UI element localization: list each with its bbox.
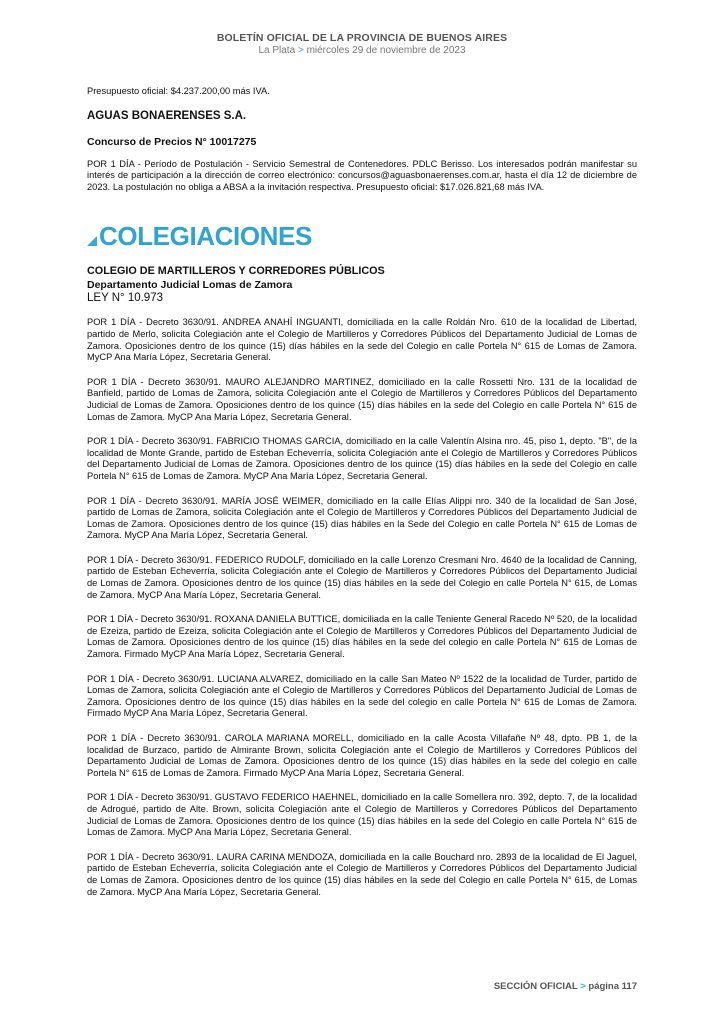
header-separator: > xyxy=(297,45,304,56)
colegiacion-entry: POR 1 DÍA - Decreto 3630/91. ROXANA DANIELA BUTTICE, domiciliada en la calle Teniente General Racedo Nº 520, de la localidad de Ezeiza, partido de Ezeiza, solicita Colegiación ante el Colegio de Martilleros y Corredores Públicos del Departamento Judicial de Lomas de Zamora. Oposiciones dentro de los quince (15) días hábiles en la sede del colegio en calle Portela N° 615 de Lomas de Zamora. Firmado MyCP Ana María López, Secretaria General. xyxy=(87,614,637,660)
page-footer xyxy=(494,981,637,992)
section-heading xyxy=(87,221,637,251)
colegiacion-entry: POR 1 DÍA - Decreto 3630/91. LAURA CARINA MENDOZA, domiciliada en la calle Bouchard nro. 2893 de la localidad de El Jaguel, partido de Esteban Echeverría, solicita Colegiación ante el Colegio de Martilleros y Corredores Públicos del Departamento Judicial de Lomas de Zamora. Oposiciones dentro de los quince (15) días hábiles en la sede del Colegio en calle Portela N° 615, de Lomas de Zamora. MyCP Ana María López, Secretaria General. xyxy=(87,851,637,897)
colegiacion-entry: POR 1 DÍA - Decreto 3630/91. MAURO ALEJANDRO MARTINEZ, domiciliado en la calle Rossetti Nro. 131 de la localidad de Banfield, partido de Lomas de Zamora, solicita Colegiación ante el Colegio de Martilleros y Corredores Públicos del Departamento Judicial de Lomas de Zamora. Oposiciones dentro de los quince (15) días hábiles en la sede del Colegio en calle Portela N° 615 de Lomas de Zamora. MyCP Ana María López, Secretaria General. xyxy=(87,376,637,422)
section-title: COLEGIACIONES xyxy=(99,220,312,251)
previous-budget-line: Presupuesto oficial: $4.237.200,00 más IVA. xyxy=(87,86,270,96)
section-triangle-icon xyxy=(87,236,97,246)
bulletin-title: BOLETÍN OFICIAL DE LA PROVINCIA DE BUENOS AIRES xyxy=(216,32,508,44)
departamento-title: Departamento Judicial Lomas de Zamora xyxy=(87,279,293,292)
colegiacion-entry: POR 1 DÍA - Decreto 3630/91. ANDREA ANAHÍ INGUANTI, domiciliada en la calle Roldán Nro. 610 de la localidad de Libertad, partido de Merlo, solicita Colegiación ante el Colegio de Martilleros y Corredores Públicos del Departamento Judicial de Lomas de Zamora. Oposiciones dentro de los quince (15) días hábiles en la sede del Colegio en calle Portela N° 615 de Lomas de Zamora. MyCP Ana María López, Secretaria General. xyxy=(87,317,637,363)
header-date: miércoles 29 de noviembre de 2023 xyxy=(306,45,466,56)
page-number: página 117 xyxy=(588,981,637,992)
header-city: La Plata xyxy=(258,45,296,56)
page-content xyxy=(87,86,637,911)
colegiacion-entry: POR 1 DÍA - Decreto 3630/91. MARÍA JOSÉ WEIMER, domiciliado en la calle Elías Alippi nro. 340 de la localidad de San José, partido de Lomas de Zamora, solicita Colegiación ante el Colegio de Martilleros y Corredores Públicos del Departamento Judicial de Lomas de Zamora. Oposiciones dentro de los quince (15) días hábiles en la Sede del Colegio en calle Portela N° 615 de Lomas de Zamora. MyCP Ana María López, Secretaria General. xyxy=(87,495,637,541)
colegiacion-entry: POR 1 DÍA - Decreto 3630/91. CAROLA MARIANA MORELL, domiciliado en la calle Acosta Villafañe Nº 48, dpto. PB 1, de la localidad de Burzaco, partido de Almirante Brown, solicita Colegiación ante el Colegio de Martilleros y Corredores Públicos del Departamento Judicial de Lomas de Zamora. Oposiciones dentro de los quince (15) días hábiles en la sede del colegio en calle Portela N° 615 de Lomas de Zamora. Firmado MyCP Ana María López, Secretaria General. xyxy=(87,733,637,778)
footer-section: SECCIÓN OFICIAL xyxy=(493,981,578,992)
colegiacion-entry: POR 1 DÍA - Decreto 3630/91. FABRICIO THOMAS GARCIA, domiciliado en la calle Valentín Alsina nro. 45, piso 1, depto. "B", de la localidad de Monte Grande, partido de Esteban Echeverría, solicita Colegiación ante el Colegio de Martilleros y Corredores Públicos del Departamento Judicial de Lomas de Zamora. Oposiciones dentro de los quince (15) días hábiles en la sede del Colegio en calle Portela N° 615 de Lomas de Zamora. MyCP Ana María López, Secretaria General. xyxy=(87,436,637,481)
colegiacion-entry: POR 1 DÍA - Decreto 3630/91. FEDERICO RUDOLF, domiciliado en la calle Lorenzo Cresmani Nro. 4640 de la localidad de Canning, partido de Esteban Echeverría, solicita Colegiación ante el Colegio de Martilleros y Corredores Públicos del Departamento Judicial de Lomas de Zamora. Oposiciones dentro de los quince (15) días hábiles en la sede del Colegio en calle Portela N° 615, de Lomas de Zamora. MyCP Ana María López, Secretaria General. xyxy=(87,554,637,600)
page-header xyxy=(0,32,724,56)
colegiacion-entry: POR 1 DÍA - Decreto 3630/91. GUSTAVO FEDERICO HAEHNEL, domiciliado en la calle Somellera nro. 392, depto. 7, de la localidad de Adrogué, partido de Alte. Brown, solicita Colegiación ante el Colegio de Martilleros y Corredores Públicos del Departamento Judicial de Lomas de Zamora. Oposiciones dentro de los quince (15) días hábiles en la sede del Colegio en calle Portela N° 615 de Lomas de Zamora. MyCP Ana María López, Secretaria General. xyxy=(87,792,637,838)
concurso-text: POR 1 DÍA - Período de Postulación - Servicio Semestral de Contenedores. PDLC Berisso. Los interesados podrán manifestar su interés de participación a la dirección de correo electrónico: concursos@aguasbonaerenses.com.ar, hasta el día 12 de diciembre de 2023. La postulación no obliga a ABSA a la invitación respectiva. Presupuesto oficial: $17.026.821,68 más IVA. xyxy=(87,158,637,192)
org-title: AGUAS BONAERENSES S.A. xyxy=(87,109,247,122)
colegiacion-entry: POR 1 DÍA - Decreto 3630/91. LUCIANA ALVAREZ, domiciliado en la calle San Mateo Nº 1522 de la localidad de Turder, partido de Lomas de Zamora, solicita Colegiación ante el Colegio de Martilleros y Corredores Públicos del Departamento Judicial de Lomas de Zamora. Oposiciones dentro de los quince (15) días hábiles en la sede del colegio en calle Portela N° 615 de Lomas de Zamora. Firmado MyCP Ana María López, Secretaria General. xyxy=(87,673,637,719)
colegio-title: COLEGIO DE MARTILLEROS Y CORREDORES PÚBLICOS xyxy=(87,265,385,278)
footer-separator: > xyxy=(580,981,586,992)
concurso-title: Concurso de Precios N° 10017275 xyxy=(87,135,257,148)
header-date-line xyxy=(0,45,724,56)
ley-number: LEY N° 10.973 xyxy=(87,292,163,305)
